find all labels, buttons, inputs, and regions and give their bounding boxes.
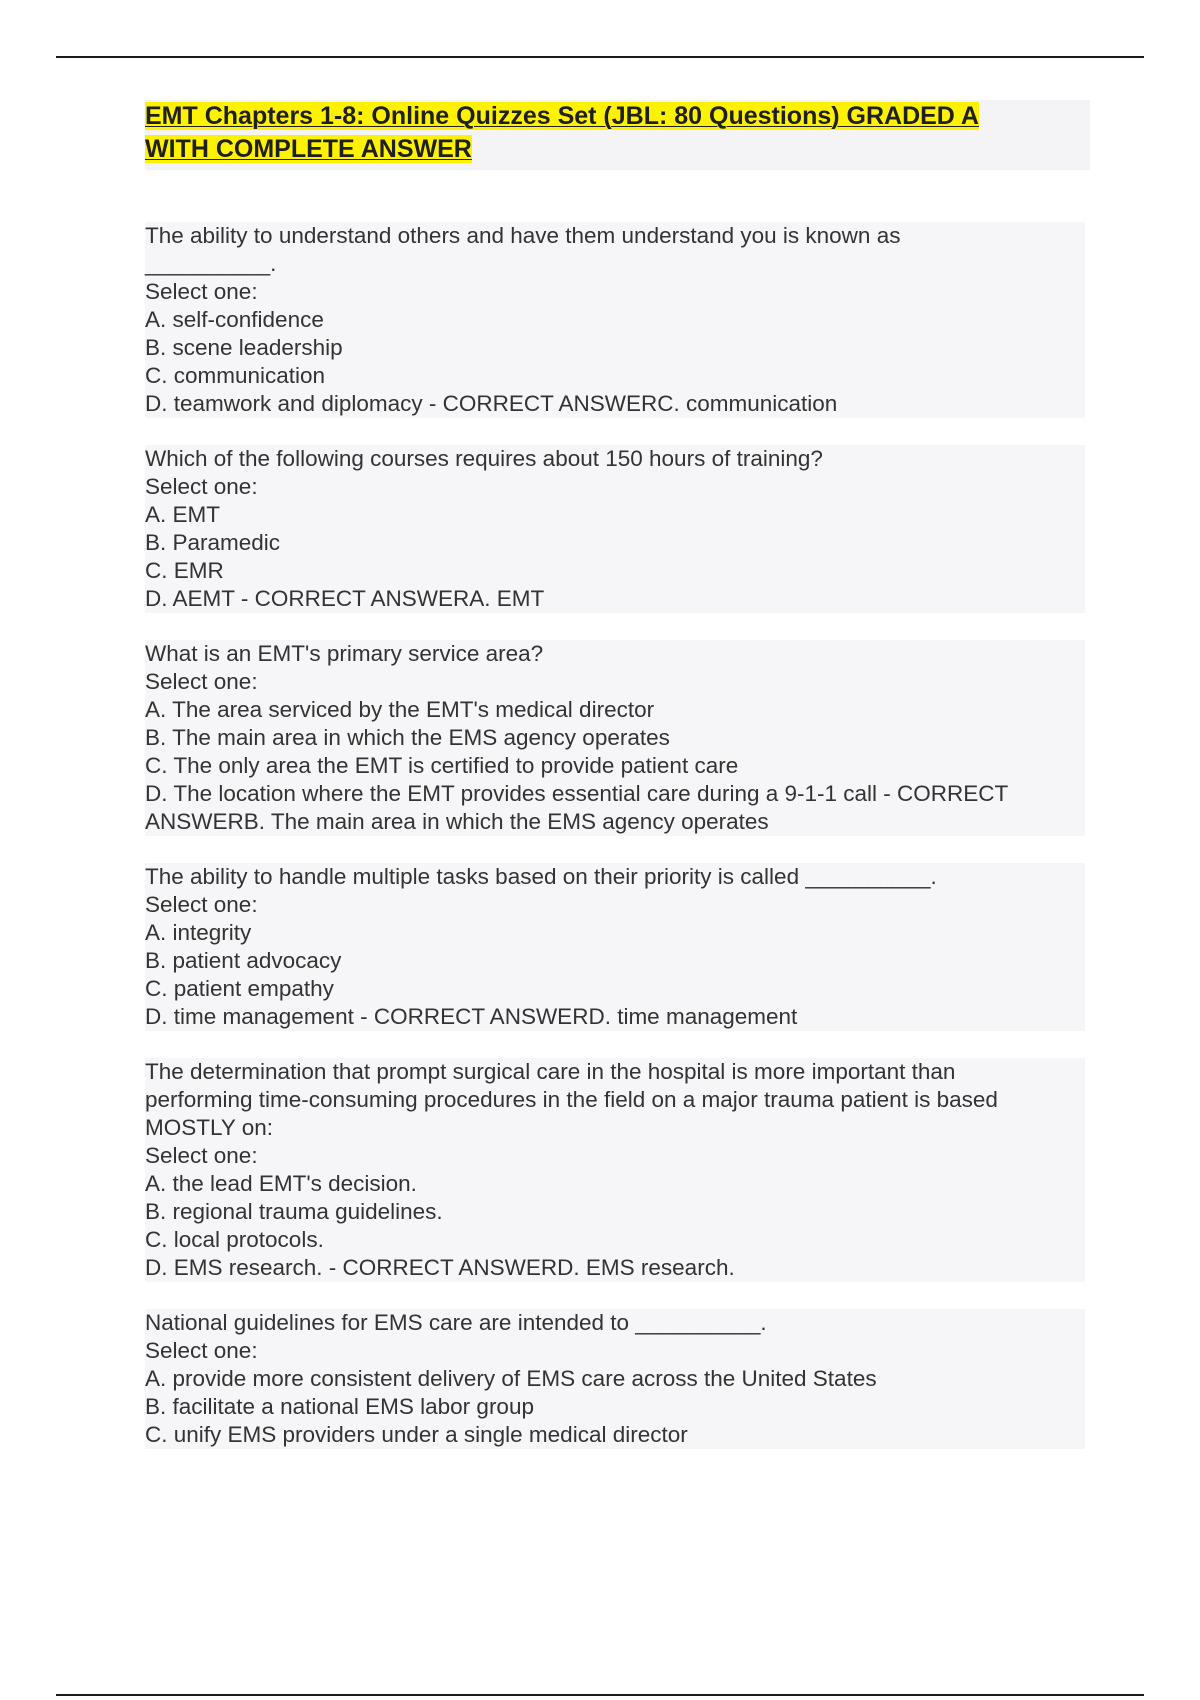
document-body — [145, 100, 1085, 1476]
answer-option: A. provide more consistent delivery of EMS care across the United States — [145, 1365, 1085, 1393]
select-one-label: Select one: — [145, 1337, 1085, 1365]
question-1 — [145, 222, 1085, 418]
answer-option: B. facilitate a national EMS labor group — [145, 1393, 1085, 1421]
document-title-block — [145, 100, 1090, 170]
question-stem: Which of the following courses requires about 150 hours of training? — [145, 445, 1085, 473]
bottom-rule — [56, 1694, 1144, 1696]
answer-option: C. communication — [145, 362, 1085, 390]
document-title — [145, 100, 1090, 166]
answer-option: A. The area serviced by the EMT's medical director — [145, 696, 1085, 724]
answer-option: C. local protocols. — [145, 1226, 1085, 1254]
answer-option-with-correct-answer: D. time management - CORRECT ANSWERD. time management — [145, 1003, 1085, 1031]
select-one-label: Select one: — [145, 1142, 1085, 1170]
answer-option-with-correct-answer: D. EMS research. - CORRECT ANSWERD. EMS research. — [145, 1254, 1085, 1282]
question-stem: National guidelines for EMS care are intended to __________. — [145, 1309, 1085, 1337]
answer-option-with-correct-answer: D. AEMT - CORRECT ANSWERA. EMT — [145, 585, 1085, 613]
answer-option-with-correct-answer: D. teamwork and diplomacy - CORRECT ANSWERC. communication — [145, 390, 1085, 418]
answer-option: A. the lead EMT's decision. — [145, 1170, 1085, 1198]
question-stem: What is an EMT's primary service area? — [145, 640, 1085, 668]
answer-option: C. EMR — [145, 557, 1085, 585]
top-rule — [56, 56, 1144, 58]
question-stem: The determination that prompt surgical care in the hospital is more important than — [145, 1058, 1085, 1086]
select-one-label: Select one: — [145, 473, 1085, 501]
answer-option: B. Paramedic — [145, 529, 1085, 557]
answer-option: B. The main area in which the EMS agency operates — [145, 724, 1085, 752]
question-stem: The ability to understand others and have them understand you is known as — [145, 222, 1085, 250]
answer-option: C. The only area the EMT is certified to provide patient care — [145, 752, 1085, 780]
answer-option: A. self-confidence — [145, 306, 1085, 334]
answer-option: A. integrity — [145, 919, 1085, 947]
answer-option: C. patient empathy — [145, 975, 1085, 1003]
question-stem: __________. — [145, 250, 1085, 278]
answer-option: B. regional trauma guidelines. — [145, 1198, 1085, 1226]
question-stem: performing time-consuming procedures in the field on a major trauma patient is based — [145, 1086, 1085, 1114]
answer-option: C. unify EMS providers under a single medical director — [145, 1421, 1085, 1449]
question-6 — [145, 1309, 1085, 1449]
correct-answer-continuation: ANSWERB. The main area in which the EMS agency operates — [145, 808, 1085, 836]
title-line-1: EMT Chapters 1-8: Online Quizzes Set (JBL: 80 Questions) GRADED A — [145, 102, 979, 130]
select-one-label: Select one: — [145, 278, 1085, 306]
answer-option: B. patient advocacy — [145, 947, 1085, 975]
select-one-label: Select one: — [145, 891, 1085, 919]
question-5 — [145, 1058, 1085, 1282]
answer-option: B. scene leadership — [145, 334, 1085, 362]
answer-option: A. EMT — [145, 501, 1085, 529]
question-3 — [145, 640, 1085, 836]
question-4 — [145, 863, 1085, 1031]
question-stem: The ability to handle multiple tasks based on their priority is called __________. — [145, 863, 1085, 891]
answer-option-with-correct-answer: D. The location where the EMT provides essential care during a 9-1-1 call - CORRECT — [145, 780, 1085, 808]
select-one-label: Select one: — [145, 668, 1085, 696]
title-line-2: WITH COMPLETE ANSWER — [145, 135, 472, 163]
question-stem: MOSTLY on: — [145, 1114, 1085, 1142]
question-2 — [145, 445, 1085, 613]
